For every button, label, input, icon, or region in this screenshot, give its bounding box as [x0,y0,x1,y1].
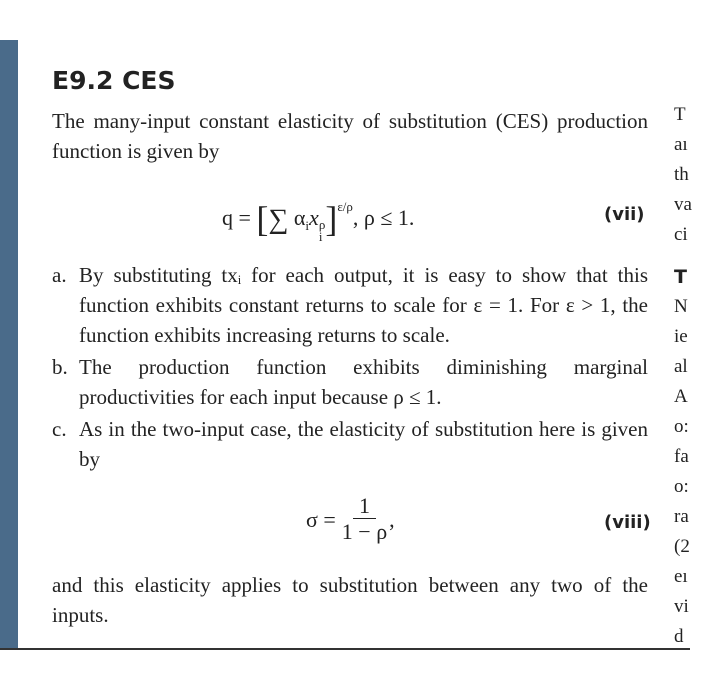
x-superscript: ρ [318,217,326,232]
fragment: va [674,194,692,215]
fragment: ci [674,224,688,245]
fragment: o: [674,476,689,497]
equation-viii [0,490,690,560]
fragment: o: [674,416,689,437]
fragment: ie [674,326,688,347]
fragment: N [674,296,688,317]
alpha-symbol: α [288,205,306,230]
adjacent-column-fragments [674,100,714,652]
ces-formula [222,198,414,243]
property-list [52,260,648,476]
list-item-text: As in the two-input case, the elasticity of substitution here is given by [79,417,648,471]
fragment: T [674,104,686,125]
fragment: T [674,266,687,288]
intro-paragraph: The many-input constant elasticity of substitution (CES) production function is given by [52,109,648,163]
fragment: th [674,164,689,185]
fragment: al [674,356,688,377]
list-marker: b. [52,355,68,379]
eq-trailing-comma: , [389,506,395,532]
bracket-open: [ [256,199,269,239]
list-marker: a. [52,263,67,287]
list-marker: c. [52,417,67,441]
section-heading: E9.2 CES [52,66,176,95]
page-bottom-rule [0,648,690,650]
bracket-close: ] [325,199,338,239]
summation-symbol: ∑ [268,204,289,235]
equation-label-vii: (vii) [604,204,645,225]
alpha-subscript: i [305,218,310,233]
outro-paragraph: and this elasticity applies to substitution between any two of the inputs. [52,573,648,627]
fragment: d [674,626,684,647]
list-item-c [52,414,648,474]
eq-lhs: q = [222,205,257,230]
fragment: vi [674,596,689,617]
x-symbol: x [309,205,319,230]
list-item-text: The production function exhibits diminishing marginal productivities for each input because ρ ≤ 1. [79,355,648,409]
exponent: ε/ρ [337,199,353,214]
x-subscript: i [318,229,323,244]
list-item-text: By substituting txᵢ for each output, it is easy to show that this function exhibits constant returns to scale for ε = 1. For ε > 1, the function exhibits increasing returns to scale. [79,263,648,347]
fraction [342,494,387,545]
fragment: fa [674,446,689,467]
fragment: (2 [674,536,690,557]
fragment: aı [674,134,688,155]
equation-label-viii: (viii) [604,512,651,533]
fraction-denominator: 1 − ρ [341,519,388,544]
fragment: A [674,386,688,407]
fragment: ra [674,506,689,527]
eq-condition: , ρ ≤ 1. [352,205,415,230]
fragment: eı [674,566,688,587]
equation-vii [0,180,690,244]
list-item-b [52,352,648,412]
list-item-a [52,260,648,350]
eq-lhs: σ = [306,506,336,532]
elasticity-formula [306,494,395,545]
fraction-numerator: 1 [353,494,376,519]
